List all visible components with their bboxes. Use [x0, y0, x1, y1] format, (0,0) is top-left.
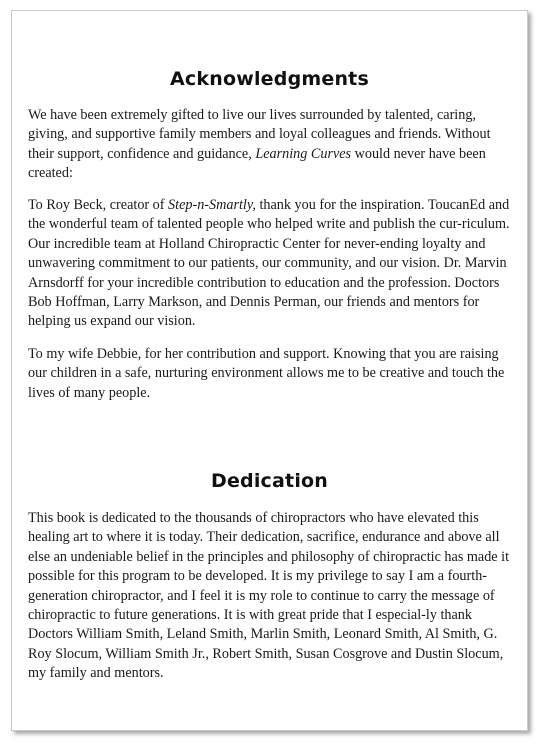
paragraph-text: To Roy Beck, creator of: [28, 197, 169, 213]
paragraph-text: thank you for the inspiration. ToucanEd and the wonderful team of talented people who helped write and publish the cur-riculum. Our incredible team at Holland Chiropractic Center for never-ending loyalty and unwavering commitment to our patients, our community, and our vision. Dr. Marvin Arnsdorff for your incredible contribution to education and the profession. Doctors Bob Hoffman, Larry Markson, and Dennis Perman, our friends and mentors for helping us expand our vision.: [28, 197, 510, 330]
acknowledgments-paragraph-1: [28, 106, 514, 184]
book-title-learning-curves: Learning Curves: [255, 145, 352, 162]
document-page: [11, 10, 528, 731]
paragraph-text: would never have been created:: [28, 145, 486, 182]
acknowledgments-heading: Acknowledgments: [170, 68, 369, 90]
book-title-step-n-smartly: Step-n-Smartly,: [168, 197, 256, 213]
paragraph-text: We have been extremely gifted to live our lives surrounded by talented, caring, giving, and supportive family members and loyal colleagues and friends. Without their support, confidence and guidance,: [28, 107, 491, 162]
acknowledgments-paragraph-3: To my wife Debbie, for her contribution and support. Knowing that you are raising our children in a safe, nurturing environment allows me to be creative and touch the lives of many people.: [28, 346, 505, 401]
acknowledgments-paragraph-2: [28, 196, 514, 332]
dedication-heading: Dedication: [210, 470, 329, 492]
dedication-paragraph: This book is dedicated to the thousands of chiropractors who have elevated this healing art to where it is today. Their dedication, sacrifice, endurance and above all else an undeniable belief in the principles and philosophy of chiropractic has made it possible for this program to be developed. It is my privilege to say I am a fourth-generation chiropractor, and I feel it is my role to continue to carry the message of chiropractic to future generations. It is with great pride that I especial-ly thank Doctors William Smith, Leland Smith, Marlin Smith, Leonard Smith, Al Smith, G. Roy Slocum, William Smith Jr., Robert Smith, Susan Cosgrove and Dustin Slocum, my family and mentors.: [28, 510, 510, 682]
